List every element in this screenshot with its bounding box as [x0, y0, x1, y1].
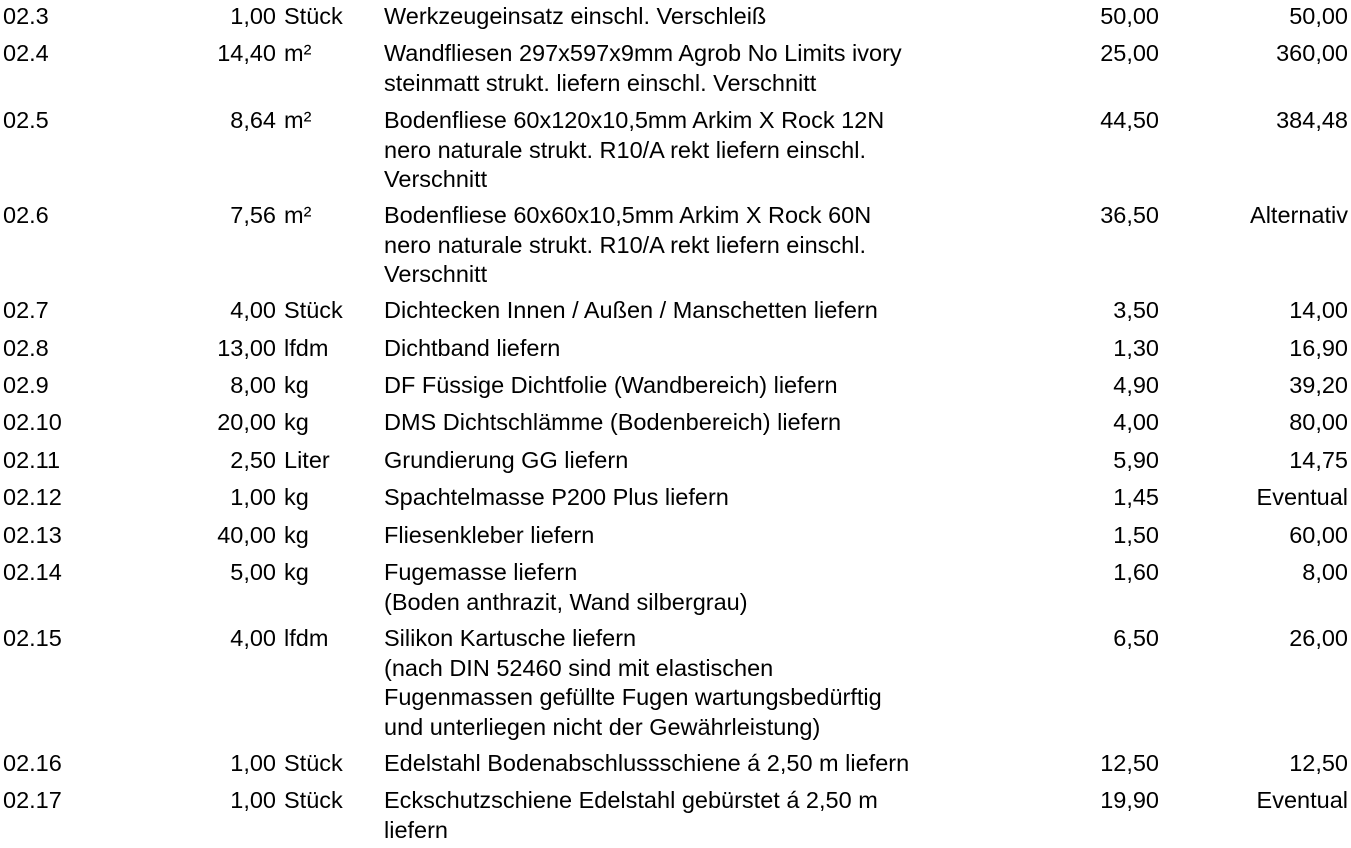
- description: [384, 371, 838, 401]
- position-number: 02.8: [3, 335, 49, 361]
- description-line: Bodenfliese 60x60x10,5mm Arkim X Rock 60N: [384, 202, 872, 228]
- description-line: Grundierung GG liefern: [384, 447, 629, 473]
- description: [384, 201, 871, 290]
- description-line: Bodenfliese 60x120x10,5mm Arkim X Rock 12N: [384, 107, 885, 133]
- position-number: 02.17: [3, 787, 62, 813]
- description-line: Werkzeugeinsatz einschl. Verschleiß: [384, 3, 767, 29]
- unit: m²: [284, 202, 312, 228]
- quantity: 7,56: [230, 202, 276, 228]
- description-line: nero naturale strukt. R10/A rekt liefern einschl.: [384, 136, 866, 163]
- description: [384, 483, 729, 513]
- description-line: Silikon Kartusche liefern: [384, 625, 637, 651]
- unit: lfdm: [284, 335, 329, 361]
- unit: kg: [284, 559, 309, 585]
- unit-price: 4,00: [1113, 409, 1159, 435]
- total-price: 14,75: [1289, 447, 1348, 473]
- total-price: Eventual: [1256, 484, 1348, 510]
- position-number: 02.9: [3, 372, 49, 398]
- quantity: 2,50: [230, 447, 276, 473]
- description-line: nero naturale strukt. R10/A rekt liefern einschl.: [384, 231, 866, 258]
- total-price: 26,00: [1289, 625, 1348, 651]
- position-number: 02.14: [3, 559, 62, 585]
- position-number: 02.13: [3, 522, 62, 548]
- description: [384, 408, 841, 438]
- quantity: 1,00: [230, 3, 276, 29]
- quantity: 5,00: [230, 559, 276, 585]
- unit-price: 25,00: [1100, 40, 1159, 66]
- unit-price: 3,50: [1113, 297, 1159, 323]
- unit: kg: [284, 372, 309, 398]
- quantity: 1,00: [230, 787, 276, 813]
- unit-price: 6,50: [1113, 625, 1159, 651]
- total-price: 80,00: [1289, 409, 1348, 435]
- description: [384, 446, 628, 476]
- description-line: Eckschutzschiene Edelstahl gebürstet á 2,50 m: [384, 787, 878, 813]
- description-line: Spachtelmasse P200 Plus liefern: [384, 484, 729, 510]
- quantity: 8,64: [230, 107, 276, 133]
- description: [384, 2, 766, 32]
- unit: kg: [284, 484, 309, 510]
- quantity: 14,40: [217, 40, 276, 66]
- unit: m²: [284, 40, 312, 66]
- description: [384, 39, 902, 98]
- total-price: Eventual: [1256, 787, 1348, 813]
- description-line: Verschnitt: [384, 166, 488, 192]
- description-line: liefern: [384, 816, 449, 843]
- position-number: 02.11: [3, 447, 61, 473]
- description-line: Wandfliesen 297x597x9mm Agrob No Limits ivory: [384, 40, 902, 66]
- unit-price: 36,50: [1100, 202, 1159, 228]
- unit-price: 44,50: [1100, 107, 1159, 133]
- position-number: 02.10: [3, 409, 62, 435]
- total-price: Alternativ: [1250, 202, 1348, 228]
- quantity: 4,00: [230, 297, 276, 323]
- position-number: 02.4: [3, 40, 49, 66]
- unit: Stück: [284, 750, 343, 776]
- description-line: DMS Dichtschlämme (Bodenbereich) liefern: [384, 409, 842, 435]
- unit-price: 4,90: [1113, 372, 1159, 398]
- description-line: Fugenmassen gefüllte Fugen wartungsbedürftig: [384, 684, 882, 710]
- quantity: 1,00: [230, 484, 276, 510]
- description-line: Verschnitt: [384, 261, 488, 287]
- description-line: Fugemasse liefern: [384, 559, 578, 585]
- description-line: Dichtecken Innen / Außen / Manschetten liefern: [384, 297, 878, 323]
- total-price: 360,00: [1276, 40, 1348, 66]
- position-number: 02.3: [3, 3, 49, 29]
- description-line: Fliesenkleber liefern: [384, 522, 595, 548]
- unit: kg: [284, 522, 309, 548]
- description-line: Dichtband liefern: [384, 335, 561, 361]
- position-number: 02.12: [3, 484, 62, 510]
- total-price: 8,00: [1302, 559, 1348, 585]
- total-price: 12,50: [1289, 750, 1348, 776]
- quantity: 20,00: [217, 409, 276, 435]
- position-number: 02.15: [3, 625, 62, 651]
- quantity: 1,00: [230, 750, 276, 776]
- unit: lfdm: [284, 625, 329, 651]
- position-number: 02.6: [3, 202, 49, 228]
- unit-price: 1,60: [1113, 559, 1159, 585]
- total-price: 60,00: [1289, 522, 1348, 548]
- position-number: 02.16: [3, 750, 62, 776]
- quantity: 13,00: [217, 335, 276, 361]
- total-price: 50,00: [1289, 3, 1348, 29]
- description-line: steinmatt strukt. liefern einschl. Verschnitt: [384, 69, 817, 96]
- description: [384, 786, 878, 845]
- unit: m²: [284, 107, 312, 133]
- description-line: DF Füssige Dichtfolie (Wandbereich) liefern: [384, 372, 838, 398]
- unit: Stück: [284, 297, 343, 323]
- description: [384, 558, 748, 617]
- unit-price: 5,90: [1113, 447, 1159, 473]
- unit: Liter: [284, 447, 330, 473]
- description: [384, 334, 560, 364]
- total-price: 39,20: [1289, 372, 1348, 398]
- unit-price: 1,30: [1113, 335, 1159, 361]
- quantity: 4,00: [230, 625, 276, 651]
- position-number: 02.5: [3, 107, 49, 133]
- unit-price: 1,45: [1113, 484, 1159, 510]
- unit: Stück: [284, 3, 343, 29]
- total-price: 16,90: [1289, 335, 1348, 361]
- unit-price: 1,50: [1113, 522, 1159, 548]
- description-line: Edelstahl Bodenabschlussschiene á 2,50 m liefern: [384, 750, 910, 776]
- unit-price: 12,50: [1100, 750, 1159, 776]
- unit: kg: [284, 409, 309, 435]
- description-line: (Boden anthrazit, Wand silbergrau): [384, 588, 748, 615]
- unit: Stück: [284, 787, 343, 813]
- description: [384, 749, 909, 779]
- description: [384, 624, 882, 742]
- position-number: 02.7: [3, 297, 49, 323]
- total-price: 14,00: [1289, 297, 1348, 323]
- quantity: 8,00: [230, 372, 276, 398]
- quantity: 40,00: [217, 522, 276, 548]
- description-line: und unterliegen nicht der Gewährleistung): [384, 713, 821, 740]
- total-price: 384,48: [1276, 107, 1348, 133]
- unit-price: 19,90: [1100, 787, 1159, 813]
- description: [384, 296, 878, 326]
- unit-price: 50,00: [1100, 3, 1159, 29]
- description: [384, 106, 884, 195]
- description-line: (nach DIN 52460 sind mit elastischen: [384, 654, 774, 681]
- description: [384, 521, 594, 551]
